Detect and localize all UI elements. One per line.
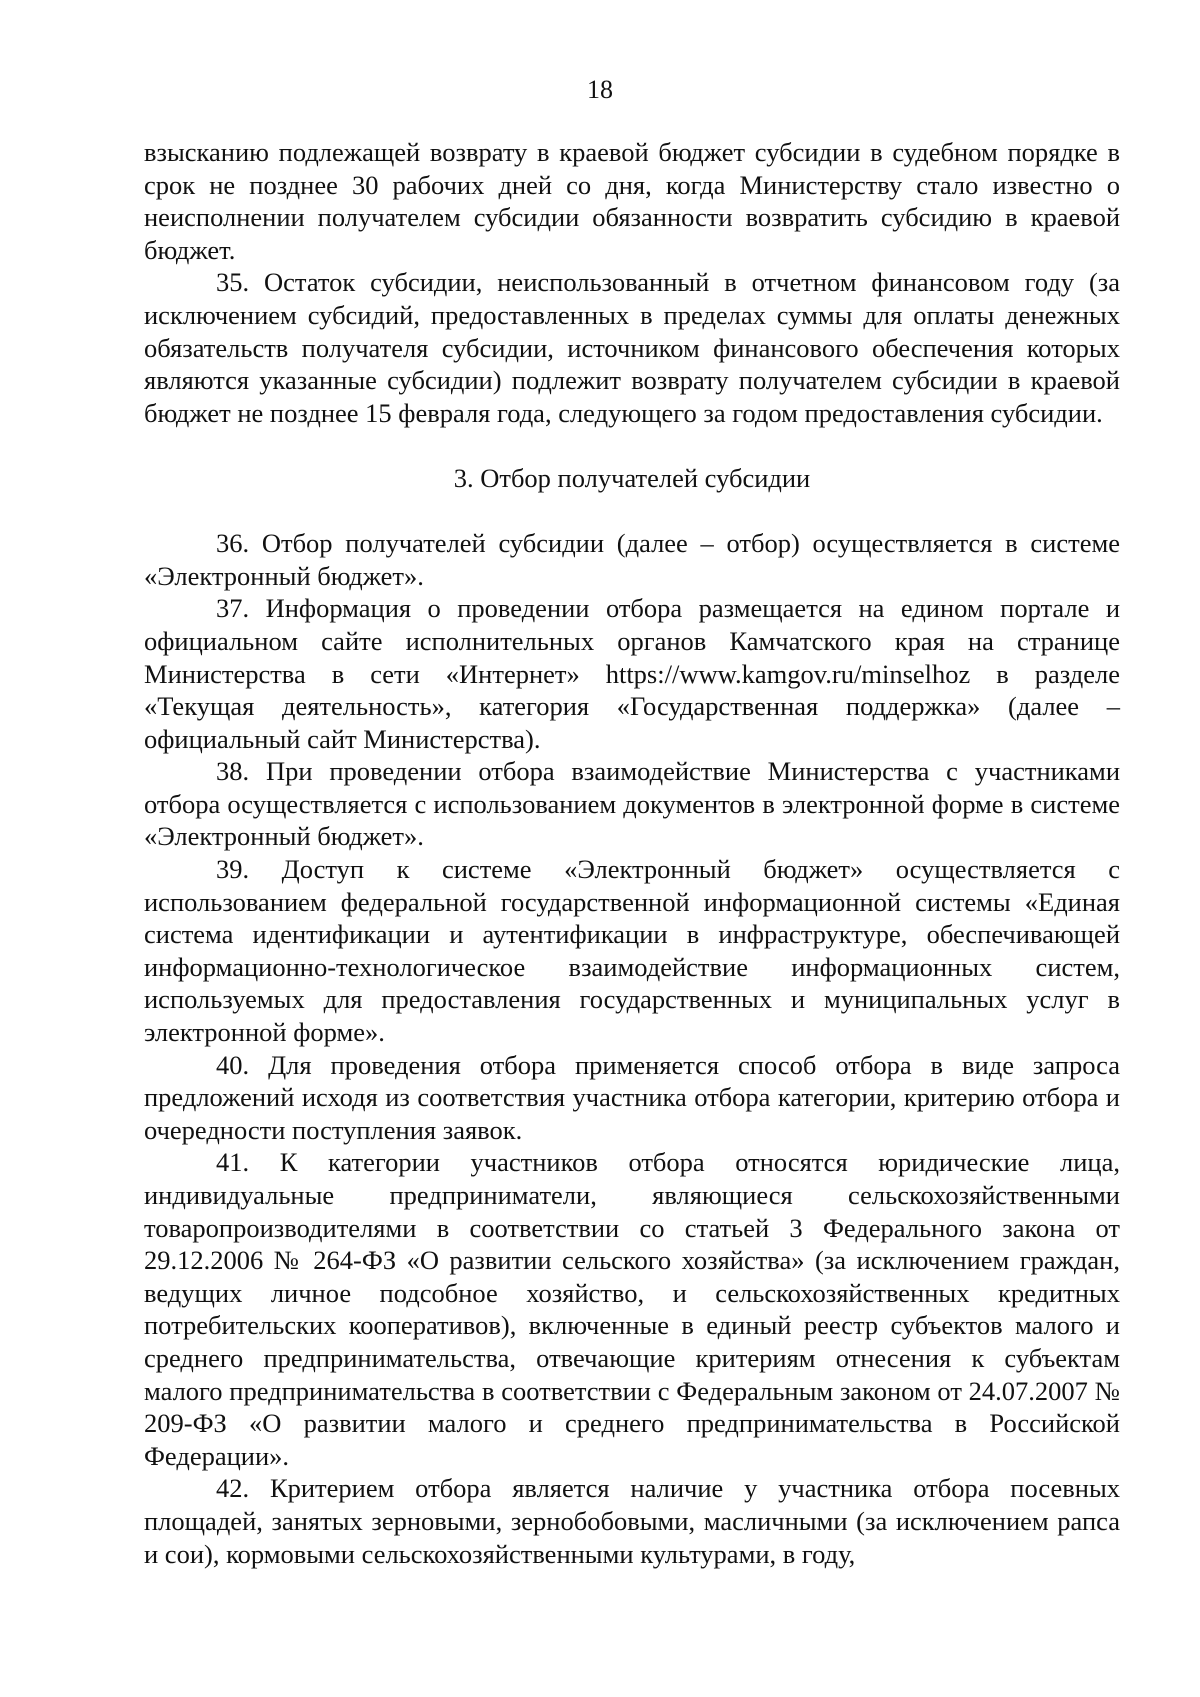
paragraph-39: 39. Доступ к системе «Электронный бюджет» осуществляется с использованием федеральной государственной информационной системы «Единая система идентификации и аутентификации в инфраструктуре, обеспечивающей информационно-технологическое взаимодействие информационных систем, используемых для предоставления государственных и муниципальных услуг в электронной форме».: [144, 854, 1120, 1048]
paragraph-36: 36. Отбор получателей субсидии (далее – отбор) осуществляется в системе «Электронный бюджет».: [144, 528, 1120, 591]
paragraph-35: 35. Остаток субсидии, неиспользованный в отчетном финансовом году (за исключением субсидий, предоставленных в пределах суммы для оплаты денежных обязательств получателя субсидии, источником финансового обеспечения которых являются указанные субсидии) подлежит возврату получателем субсидии в краевой бюджет не позднее 15 февраля года, следующего за годом предоставления субсидии.: [144, 267, 1120, 428]
paragraph-41: 41. К категории участников отбора относятся юридические лица, индивидуальные предприниматели, являющиеся сельскохозяйственными товаропроизводителями в соответствии со статьей 3 Федерального закона от 29.12.2006 № 264-ФЗ «О развитии сельского хозяйства» (за исключением граждан, ведущих личное подсобное хозяйство, и сельскохозяйственных кредитных потребительских кооперативов), включенные в единый реестр субъектов малого и среднего предпринимательства, отвечающие критериям отнесения к субъектам малого предпринимательства в соответствии с Федеральным законом от 24.07.2007 № 209-ФЗ «О развитии малого и среднего предпринимательства в Российской Федерации».: [144, 1147, 1120, 1471]
paragraph-40: 40. Для проведения отбора применяется способ отбора в виде запроса предложений исходя из соответствия участника отбора категории, критерию отбора и очередности поступления заявок.: [144, 1049, 1120, 1145]
paragraph-38: 38. При проведении отбора взаимодействие Министерства с участниками отбора осуществляется с использованием документов в электронной форме в системе «Электронный бюджет».: [144, 756, 1120, 852]
paragraph-37: 37. Информация о проведении отбора размещается на едином портале и официальном сайте исполнительных органов Камчатского края на странице Министерства в сети «Интернет» https://www.kamgov.ru/minselhoz в разделе «Текущая деятельность», категория «Государственная поддержка» (далее – официальный сайт Министерства).: [144, 593, 1120, 754]
document-body: [144, 136, 1120, 1570]
page-number: 18: [587, 75, 613, 104]
paragraph-42: 42. Критерием отбора является наличие у участника отбора посевных площадей, занятых зерновыми, зернобобовыми, масличными (за исключением рапса и сои), кормовыми сельскохозяйственными культурами, в году,: [144, 1473, 1120, 1569]
paragraph-continued: взысканию подлежащей возврату в краевой бюджет субсидии в судебном порядке в срок не позднее 30 рабочих дней со дня, когда Министерству стало известно о неисполнении получателем субсидии обязанности возвратить субсидию в краевой бюджет.: [144, 137, 1120, 265]
section-heading: 3. Отбор получателей субсидии: [453, 462, 811, 493]
